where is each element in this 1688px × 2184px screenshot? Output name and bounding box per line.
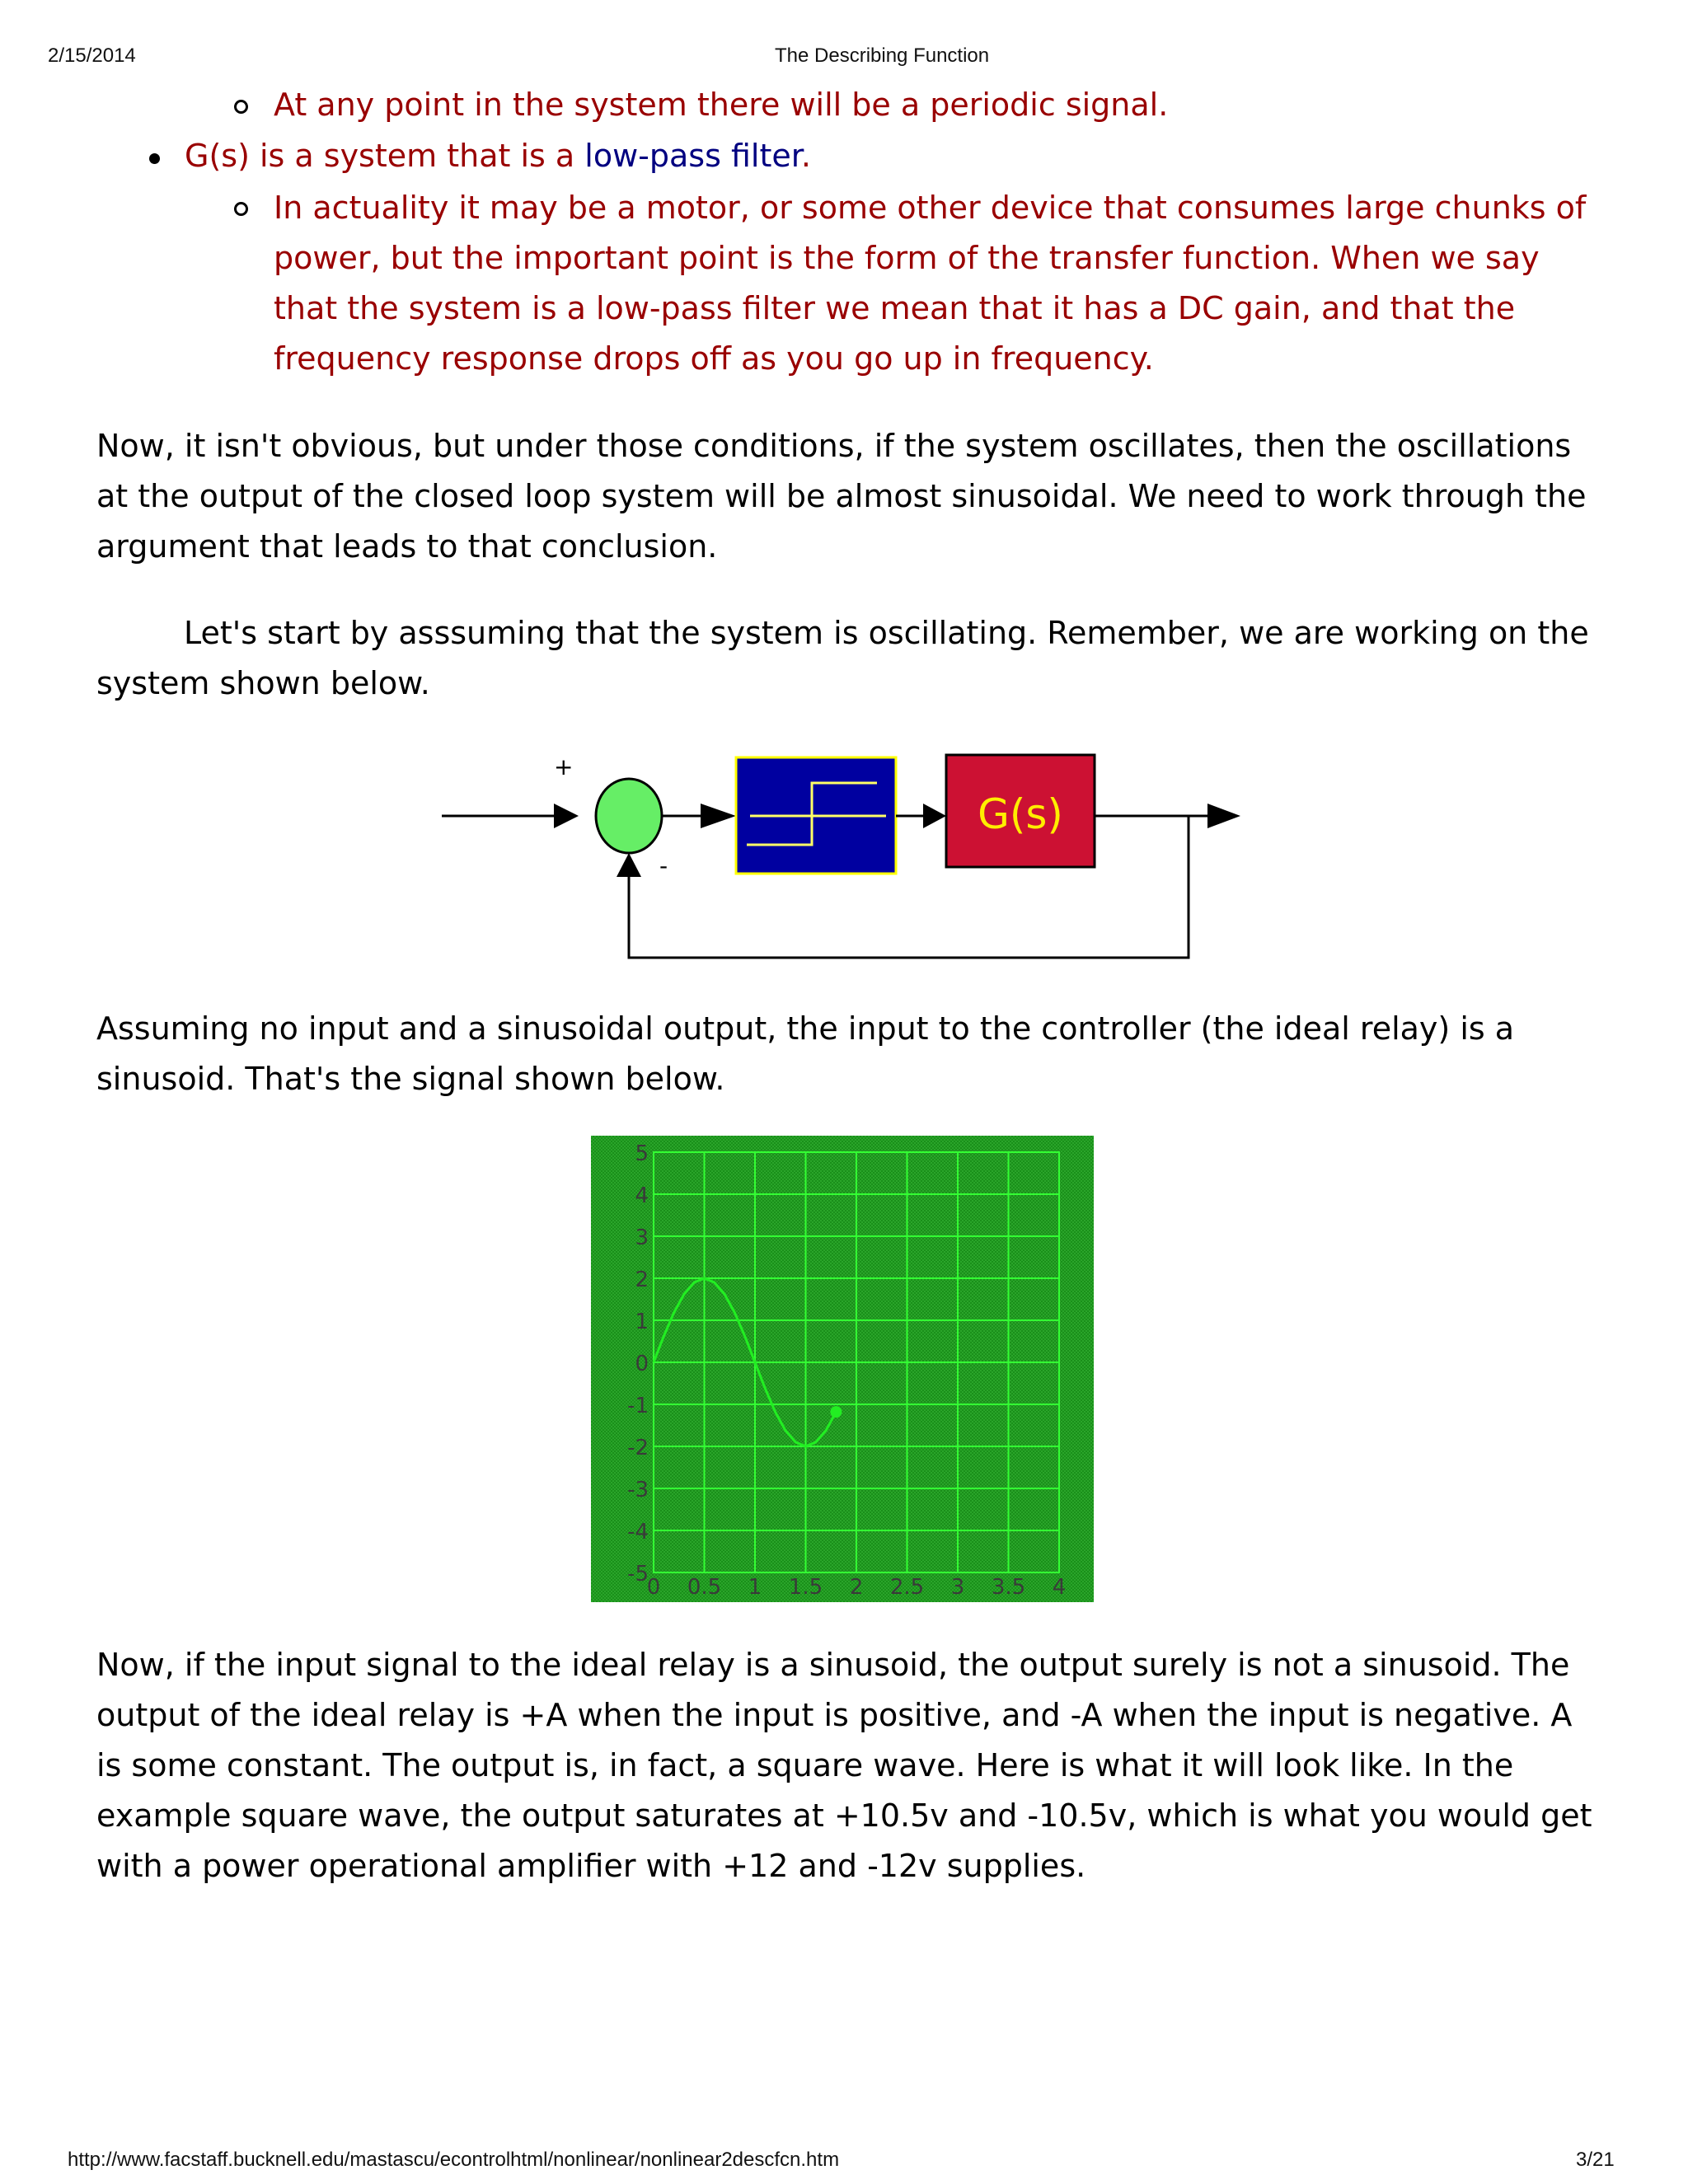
feedback-path [629, 816, 1189, 958]
low-pass-filter-link[interactable]: low-pass filter [584, 138, 801, 174]
paragraph-controller-input: Assuming no input and a sinusoidal output, the input to the controller (the ideal relay) is a sinusoid. That's the signal shown below. [96, 1010, 1515, 1097]
document-title: The Describing Function [775, 45, 990, 67]
footer-url: http://www.facstaff.bucknell.edu/mastascu/econtrolhtml/nonlinear/nonlinear2descfcn.htm [68, 2149, 840, 2171]
x-tick-labels [647, 1575, 1067, 1600]
feedback-arrow [617, 853, 641, 877]
relay-arrow [701, 804, 736, 828]
print-date: 2/15/2014 [48, 45, 136, 67]
y-tick-label: -3 [627, 1478, 649, 1502]
x-tick-label: 0 [646, 1575, 661, 1600]
plant-arrow [923, 804, 946, 828]
bullet-gs-prefix: G(s) is a system that is a [185, 138, 585, 174]
paragraph-oscillation-argument: Now, it isn't obvious, but under those conditions, if the system oscillates, then the oscillations at the output of the closed loop system will be almost sinusoidal. We need to work through the argument that leads to that conclusion. [96, 428, 1587, 565]
minus-sign: - [659, 852, 668, 879]
y-tick-label: -5 [627, 1562, 649, 1586]
x-tick-label: 3.5 [991, 1575, 1026, 1600]
output-arrow [1207, 804, 1240, 828]
chart-background [591, 1136, 1094, 1602]
input-arrow [554, 804, 579, 828]
sub-bullet-marker [234, 100, 248, 114]
sub-bullet-periodic: At any point in the system there will be a periodic signal. [274, 87, 1169, 123]
y-tick-label: 0 [635, 1352, 649, 1376]
current-point-marker [830, 1406, 842, 1418]
x-tick-label: 0.5 [687, 1575, 722, 1600]
block-diagram [437, 742, 1253, 972]
y-tick-label: 4 [635, 1183, 649, 1208]
x-tick-label: 4 [1052, 1575, 1067, 1600]
sinusoid-chart [591, 1136, 1094, 1602]
y-tick-label: 1 [635, 1310, 649, 1334]
y-tick-label: 2 [635, 1268, 649, 1292]
paragraph-assume-oscillating: Let's start by asssuming that the system is oscillating. Remember, we are working on the system shown below. [96, 615, 1589, 701]
x-tick-label: 1.5 [788, 1575, 823, 1600]
y-tick-label: -2 [627, 1436, 649, 1460]
sub-bullet-actuality: In actuality it may be a motor, or some other device that consumes large chunks of power, but the important point is the form of the transfer function. When we say that the system is a low-pass filter we mean that it has a DC gain, and that the frequency response drops off as you go up in frequency. [274, 190, 1587, 377]
summing-junction [596, 779, 662, 853]
y-tick-label: 3 [635, 1226, 649, 1250]
x-tick-label: 3 [950, 1575, 965, 1600]
plant-label: G(s) [978, 790, 1063, 838]
y-tick-label: -1 [627, 1394, 649, 1418]
bullet-marker [149, 153, 160, 164]
paragraph-square-wave: Now, if the input signal to the ideal relay is a sinusoid, the output surely is not a sinusoid. The output of the ideal relay is +A when the input is positive, and -A when the input is negative. A is some constant. The output is, in fact, a square wave. Here is what it will look like. In the example square wave, the output saturates at +10.5v and -10.5v, which is what you would get with a power operational amplifier with +12 and -12v supplies. [96, 1647, 1592, 1884]
y-tick-label: 5 [635, 1141, 649, 1166]
x-tick-label: 2 [849, 1575, 864, 1600]
bullet-gs-suffix: . [800, 138, 811, 174]
sub-bullet-marker [234, 202, 248, 216]
footer-page-number: 3/21 [1576, 2149, 1615, 2171]
plus-sign: + [554, 753, 574, 780]
x-tick-label: 2.5 [889, 1575, 925, 1600]
x-tick-label: 1 [748, 1575, 762, 1600]
y-tick-label: -4 [627, 1520, 649, 1544]
bullet-gs-lowpass [185, 138, 811, 174]
